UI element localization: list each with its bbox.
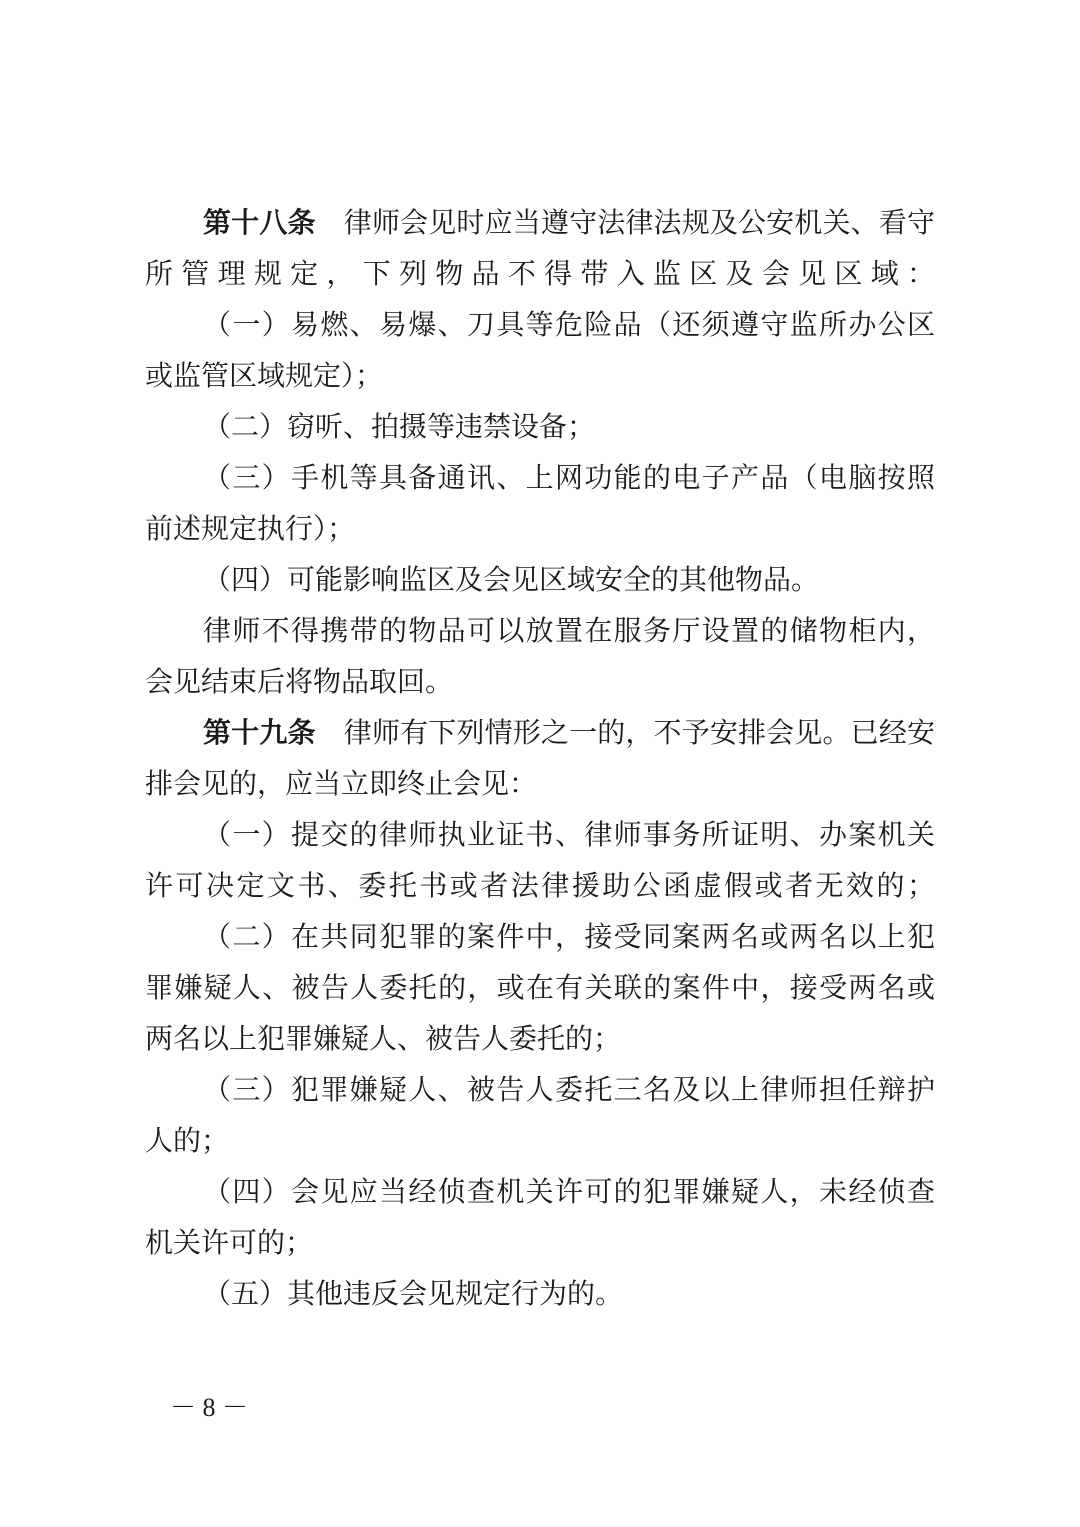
article-18-note-line-1: 律师不得携带的物品可以放置在服务厅设置的储物柜内， bbox=[203, 614, 935, 647]
article-18-paragraph-line-2: 所管理规定，下列物品不得带入监区及会见区域： bbox=[145, 257, 935, 290]
article-18-item-3-line-1: （三）手机等具备通讯、上网功能的电子产品（电脑按照 bbox=[203, 461, 935, 494]
article-18-item-3-line-2: 前述规定执行）； bbox=[145, 512, 356, 545]
article-18-paragraph-line-1 bbox=[145, 197, 935, 248]
article-19-item-3-line-2: 人的； bbox=[145, 1124, 230, 1157]
article-18-item-4: （四）可能影响监区及会见区域安全的其他物品。 bbox=[203, 563, 820, 596]
article-19-item-4-line-1: （四）会见应当经侦查机关许可的犯罪嫌疑人，未经侦查 bbox=[203, 1175, 935, 1208]
page-number: － 8 － bbox=[170, 1393, 249, 1422]
article-19-paragraph-line-1 bbox=[145, 707, 935, 758]
article-19-item-2-line-3: 两名以上犯罪嫌疑人、被告人委托的； bbox=[145, 1022, 622, 1055]
article-18-text: 律师会见时应当遵守法律法规及公安机关、看守 bbox=[343, 206, 935, 239]
document-body bbox=[145, 197, 935, 1319]
article-18-heading: 第十八条 bbox=[203, 206, 316, 239]
article-19-item-3-line-1: （三）犯罪嫌疑人、被告人委托三名及以上律师担任辩护 bbox=[203, 1073, 935, 1106]
article-19-item-1-line-2: 许可决定文书、委托书或者法律援助公函虚假或者无效的； bbox=[145, 869, 935, 902]
article-19-item-1-line-1: （一）提交的律师执业证书、律师事务所证明、办案机关 bbox=[203, 818, 935, 851]
article-19-text: 律师有下列情形之一的，不予安排会见。已经安 bbox=[343, 716, 935, 749]
article-19-item-2-line-1: （二）在共同犯罪的案件中，接受同案两名或两名以上犯 bbox=[203, 920, 935, 953]
article-18-item-1-line-2: 或监管区域规定）； bbox=[145, 359, 384, 392]
article-18-note-line-2: 会见结束后将物品取回。 bbox=[145, 665, 454, 698]
article-19-item-4-line-2: 机关许可的； bbox=[145, 1226, 314, 1259]
article-19-item-5: （五）其他违反会见规定行为的。 bbox=[203, 1277, 624, 1310]
article-18-item-1-line-1: （一）易燃、易爆、刀具等危险品（还须遵守监所办公区 bbox=[203, 308, 935, 341]
article-19-paragraph-line-2: 排会见的，应当立即终止会见： bbox=[145, 767, 538, 800]
article-18-item-2: （二）窃听、拍摄等违禁设备； bbox=[203, 410, 596, 443]
article-19-item-2-line-2: 罪嫌疑人、被告人委托的，或在有关联的案件中，接受两名或 bbox=[145, 971, 935, 1004]
article-19-heading: 第十九条 bbox=[203, 716, 316, 749]
